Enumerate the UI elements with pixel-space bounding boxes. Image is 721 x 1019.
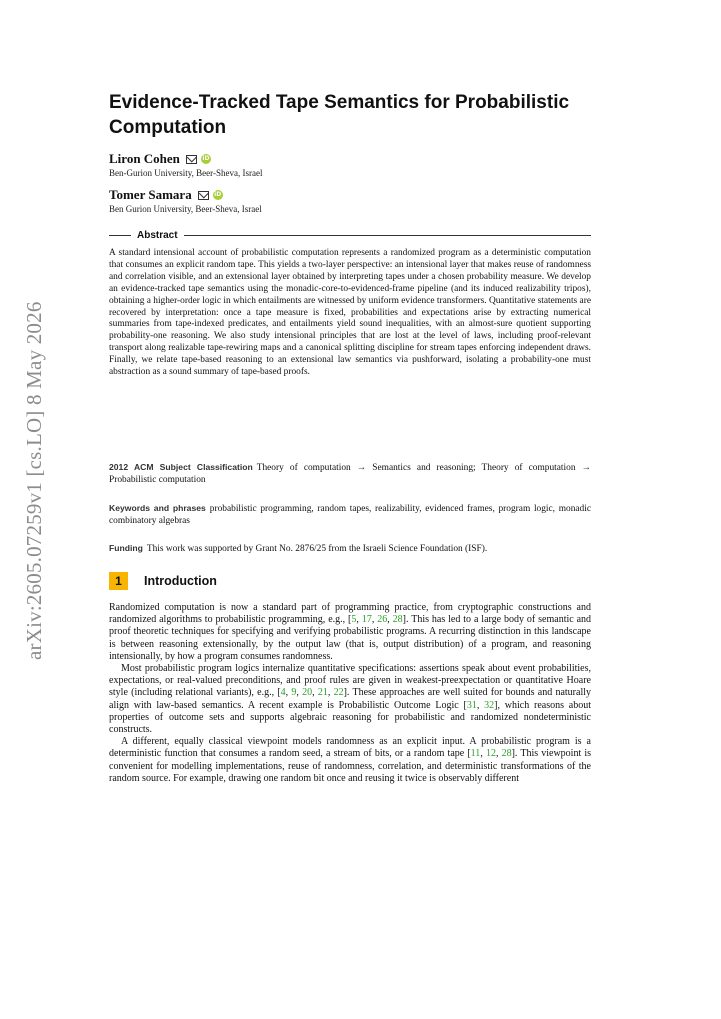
author-block — [109, 187, 262, 215]
paragraph-text: A different, equally classical viewpoint models randomness as an explicit input. A probabilistic program is a deterministic function that consumes a random seed, a stream of bits, or a random tape [ — [109, 736, 591, 760]
divider — [109, 235, 131, 236]
arxiv-identifier: arXiv:2605.07259v1 [cs.LO] 8 May 2026 — [22, 301, 46, 660]
citation-link[interactable]: 4 — [280, 687, 286, 699]
paragraph-text: Randomized computation is now a standard part of programming practice, from cryptographic constructions and randomized algorithms to probabilistic programming, e.g., [ — [109, 602, 591, 626]
paragraph-text: , — [356, 614, 362, 626]
paragraph-text: , — [495, 748, 502, 760]
keywords-text: probabilistic programming, random tapes, realizability, evidenced frames, program logic, monadic combinatory algebras — [109, 504, 592, 526]
author-name: Liron Cohen — [109, 151, 180, 166]
citation-link[interactable]: 32 — [484, 699, 495, 711]
citation-link[interactable]: 26 — [377, 614, 388, 626]
acm-classification — [109, 461, 591, 486]
author-name: Tomer Samara — [109, 187, 192, 202]
paragraph-text: , — [476, 699, 485, 711]
funding-text: This work was supported by Grant No. 2876/25 from the Israeli Science Foundation (ISF). — [146, 544, 488, 554]
paragraph-text: , — [327, 687, 334, 699]
paragraph-text: , — [296, 687, 303, 699]
citation-link[interactable]: 17 — [361, 614, 372, 626]
orcid-icon[interactable]: iD — [214, 191, 222, 198]
acm-label: 2012 ACM Subject Classification — [109, 462, 253, 472]
paragraph — [109, 736, 591, 785]
paragraph-text: ], which reasons about properties of outcome sets and supports algebraic reasoning for probabilistic and randomized nondeterministic constructs. — [109, 699, 591, 736]
paragraph-text: ]. These approaches are well suited for bounds and naturally align with law-based semantics. A recent example is Probabilistic Outcome Logic [ — [109, 687, 592, 711]
section-heading — [109, 572, 217, 590]
citation-link[interactable]: 28 — [392, 614, 403, 626]
funding — [109, 542, 591, 555]
paragraph — [109, 663, 591, 736]
author-name-row — [109, 151, 262, 167]
section-title: Introduction — [144, 574, 217, 588]
acm-text: Theory of computation → Semantics and reasoning; Theory of computation → Probabilistic computation — [109, 463, 591, 485]
email-icon[interactable] — [186, 155, 197, 164]
author-affiliation: Ben Gurion University, Beer-Sheva, Israel — [109, 204, 262, 214]
paragraph-text: , — [285, 687, 292, 699]
abstract-heading — [109, 230, 591, 241]
paragraph-text: ]. This viewpoint is convenient for modelling implementations, reuse of randomness, correlation, and deterministic transformations of the random source. For example, drawing one random bit once and reusing it twice is observably different — [109, 748, 592, 784]
paragraph-text: , — [312, 687, 318, 699]
citation-link[interactable]: 21 — [317, 687, 328, 699]
introduction-body — [109, 602, 591, 785]
citation-link[interactable]: 11 — [470, 748, 481, 760]
paragraph-text: Most probabilistic program logics internalize quantitative specifications: assertions speak about event probabilities, expectations, or real-valued preconditions, and proof rules are given in weakest-preexpectation or quantitative Hoare style (including relational variants), e.g., [ — [109, 663, 591, 699]
keywords-label: Keywords and phrases — [109, 503, 206, 513]
abstract-text: A standard intensional account of probabilistic computation represents a randomized program as a deterministic computation that consumes an explicit random tape. This yields a two-layer perspective: an intensional layer that makes reuse of randomness and correlation visible, and an extensional layer obtained by interpreting tapes under a chosen probability measure. We develop an evidence-tracked tape semantics using the monadic-core-to-evidenced-frame pipeline (and its induced realizability tripos), obtaining a higher-order logic in which entailments are witnessed by uniform evidence transformers. Quantitative statements are recovered by interpretation: once a tape measure is fixed, probabilities and expectations arise by extracting numerical summaries from tape-indexed predicates, and entailments yield sound inequalities, with an almost-sure quotient supporting probability-one reasoning. We also study intensional principles that are lost at the level of laws, including proof-relevant transport along realizable tape-rewiring maps and a canonical splitting discipline for stream tapes enforcing independent draws. Finally, we relate tape-based reasoning to an extensional law semantics via pushforward, isolating a probability-one must abstraction as a sound summary of tape-based proofs. — [109, 248, 591, 378]
citation-link[interactable]: 5 — [351, 614, 357, 626]
citation-link[interactable]: 31 — [466, 699, 477, 711]
funding-label: Funding — [109, 543, 143, 553]
paragraph-text: , — [371, 614, 378, 626]
orcid-icon[interactable]: iD — [202, 155, 210, 162]
author-affiliation: Ben-Gurion University, Beer-Sheva, Israel — [109, 168, 263, 178]
paragraph-text: , — [480, 748, 486, 760]
author-name-row — [109, 187, 262, 203]
paragraph-text: ]. This has led to a large body of semantic and proof theoretic techniques for specifying and verifying probabilistic programs. A recurring distinction in this landscape is between reasoning extensionally, by the output law (that is, output distribution) of a program, and reasoning intensionally, by how a program consumes randomness. — [109, 614, 592, 662]
citation-link[interactable]: 9 — [291, 687, 297, 699]
author-block — [109, 151, 262, 179]
section-number: 1 — [109, 572, 128, 590]
paragraph-text: , — [387, 614, 393, 626]
citation-link[interactable]: 28 — [501, 748, 512, 760]
citation-link[interactable]: 12 — [485, 748, 496, 760]
divider — [184, 235, 591, 236]
email-icon[interactable] — [198, 191, 209, 200]
abstract-label: Abstract — [137, 230, 178, 241]
paragraph — [109, 602, 591, 663]
citation-link[interactable]: 22 — [333, 687, 344, 699]
citation-link[interactable]: 20 — [302, 687, 313, 699]
paper-title: Evidence-Tracked Tape Semantics for Probabilistic Computation — [109, 92, 570, 138]
keywords — [109, 502, 591, 527]
